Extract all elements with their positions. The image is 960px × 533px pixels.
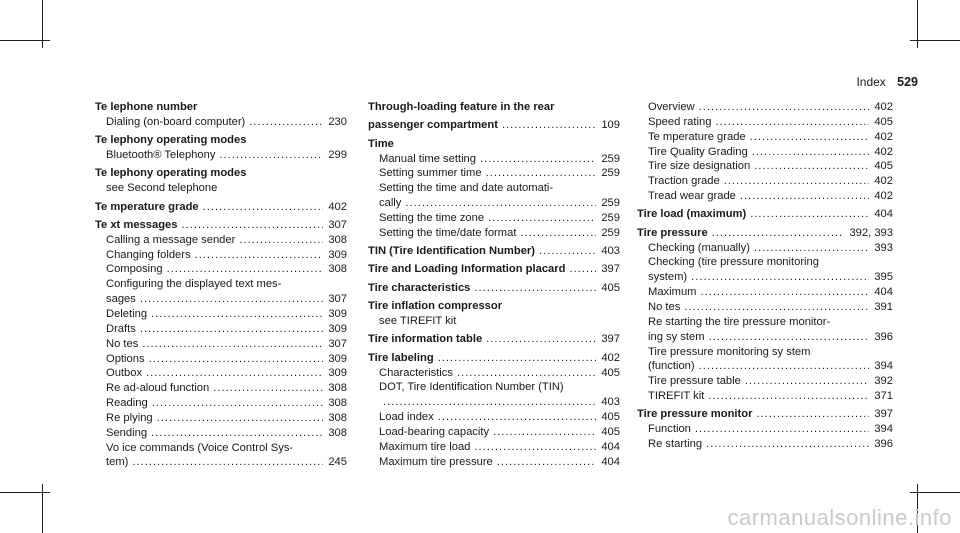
index-subentry: [368, 380, 620, 395]
dot-leader: [745, 374, 869, 389]
entry-text: Overview: [648, 101, 695, 113]
index-entry: [368, 100, 620, 115]
entry-text: Deleting: [106, 307, 148, 320]
entry-text: Setting the time zone: [379, 211, 485, 224]
page-reference: 397: [601, 333, 620, 346]
entry-text: Te mperature grade: [95, 200, 199, 213]
index-subentry: [637, 300, 893, 315]
index-subentry: [637, 389, 893, 404]
page-reference: 309: [328, 248, 347, 261]
entry-text: Te xt messages: [95, 218, 178, 231]
page-reference: 109: [601, 119, 620, 132]
entry-text: Tire information table: [368, 333, 483, 346]
index-entry: [368, 118, 620, 133]
entry-text: Sending: [106, 426, 148, 439]
index-subentry: [368, 410, 620, 425]
page-reference: 402: [601, 351, 620, 364]
index-entry: [368, 299, 620, 314]
dot-leader: [706, 437, 869, 452]
entry-text: Re starting the tire pressure monitor-: [648, 315, 831, 328]
index-entry: [368, 281, 620, 296]
page-reference: 402: [874, 145, 893, 158]
page-reference: 404: [874, 286, 893, 299]
entry-text: Outbox: [106, 367, 143, 380]
entry-text: Setting the time/date format: [379, 226, 517, 239]
dot-leader: [203, 200, 324, 215]
entry-text: Options: [106, 352, 145, 365]
page-number: 529: [897, 75, 918, 89]
entry-text: Through-loading feature in the rear: [368, 101, 555, 113]
dot-leader: [750, 130, 870, 145]
index-subentry: [637, 330, 893, 345]
index-subentry: [637, 255, 893, 270]
dot-leader: [142, 337, 323, 352]
dot-leader: [700, 285, 869, 300]
entry-text: Traction grade: [648, 175, 720, 188]
dot-leader: [486, 332, 596, 347]
dot-leader: [474, 281, 596, 296]
dot-leader: [438, 410, 597, 425]
index-subentry: [95, 441, 347, 456]
dot-leader: [480, 152, 596, 167]
index-subentry: [95, 366, 347, 381]
index-subentry: [637, 174, 893, 189]
index-subentry: [95, 248, 347, 263]
index-subentry: [637, 437, 893, 452]
page-reference: 307: [328, 337, 347, 350]
page-reference: 308: [328, 233, 347, 246]
entry-text: Maximum tire load: [379, 440, 471, 453]
page-reference: 396: [874, 438, 893, 451]
index-subentry: [637, 130, 893, 145]
entry-text: see TIREFIT kit: [379, 314, 457, 327]
page-reference: 394: [874, 360, 893, 373]
page-reference: 405: [601, 411, 620, 424]
page-reference: 402: [874, 101, 893, 113]
index-entry: [95, 166, 347, 181]
entry-text: Composing: [106, 263, 163, 276]
page-reference: 397: [601, 263, 620, 276]
index-subentry: [95, 411, 347, 426]
page-reference: 404: [601, 440, 620, 453]
index-subentry: [95, 426, 347, 441]
crop-mark: [0, 40, 50, 41]
dot-leader: [756, 407, 869, 422]
index-entry: [368, 262, 620, 277]
index-entry: [368, 137, 620, 152]
index-subentry: [637, 285, 893, 300]
index-subentry: [368, 395, 620, 410]
dot-leader: [167, 262, 324, 277]
index-subentry: [637, 422, 893, 437]
entry-text: ing sy stem: [648, 330, 705, 343]
page-reference: 308: [328, 382, 347, 395]
index-entry: [368, 351, 620, 366]
dot-leader: [684, 300, 869, 315]
page-reference: 308: [328, 397, 347, 410]
page-reference: 394: [874, 423, 893, 436]
entry-text: Configuring the displayed text mes-: [106, 278, 282, 291]
page-reference: 405: [874, 115, 893, 128]
index-subentry: [95, 322, 347, 337]
page-reference: 309: [328, 367, 347, 380]
page-reference: 259: [601, 226, 620, 239]
index-subentry: [95, 396, 347, 411]
index-subentry: [637, 270, 893, 285]
dot-leader: [520, 226, 596, 241]
dot-leader: [213, 381, 323, 396]
index-subentry: [95, 115, 347, 130]
page-reference: 391: [874, 300, 893, 313]
entry-text: (function): [648, 360, 695, 373]
watermark: carmanualsonline.info: [727, 505, 952, 530]
crop-mark: [0, 492, 50, 493]
index-entry: [637, 226, 893, 241]
dot-leader: [486, 166, 597, 181]
dot-leader: [724, 174, 870, 189]
index-subentry: [368, 181, 620, 196]
page-header: [856, 75, 918, 89]
index-subentry: [637, 159, 893, 174]
entry-text: Te lephony operating modes: [95, 167, 247, 180]
page-reference: 230: [328, 115, 347, 128]
page-reference: 393: [874, 241, 893, 254]
entry-text: Tire pressure: [637, 226, 708, 239]
index-column-2: [368, 100, 620, 469]
dot-leader: [709, 330, 870, 345]
index-subentry: [637, 315, 893, 330]
entry-text: Tire load (maximum): [637, 208, 747, 221]
entry-text: Drafts: [106, 322, 136, 335]
index-column-3: [637, 100, 893, 452]
dot-leader: [219, 148, 323, 163]
dot-leader: [149, 352, 324, 367]
crop-mark: [910, 492, 960, 493]
index-column-1: [95, 100, 347, 470]
entry-text: Checking (tire pressure monitoring: [648, 256, 819, 269]
page-reference: 396: [874, 330, 893, 343]
dot-leader: [239, 233, 323, 248]
dot-leader: [754, 241, 869, 256]
entry-text: Function: [648, 423, 691, 436]
entry-text: Re starting: [648, 438, 703, 451]
dot-leader: [405, 196, 596, 211]
page-reference: 307: [328, 218, 347, 231]
page-reference: 259: [601, 211, 620, 224]
index-subentry: [368, 314, 620, 329]
entry-text: Load index: [379, 411, 434, 424]
entry-text: Te mperature grade: [648, 130, 746, 143]
page-reference: 405: [874, 160, 893, 173]
dot-leader: [539, 244, 596, 259]
entry-text: Calling a message sender: [106, 233, 236, 246]
dot-leader: [438, 351, 597, 366]
dot-leader: [502, 118, 596, 133]
index-subentry: [368, 226, 620, 241]
index-subentry: [95, 233, 347, 248]
page-reference: 371: [874, 390, 893, 403]
dot-leader: [699, 100, 870, 115]
page-reference: 402: [874, 175, 893, 188]
entry-text: Tire characteristics: [368, 281, 471, 294]
entry-text: Vo ice commands (Voice Control Sys-: [106, 441, 294, 454]
entry-text: Tire and Loading Information placard: [368, 263, 566, 276]
index-subentry: [95, 337, 347, 352]
crop-mark: [910, 40, 960, 41]
page-reference: 397: [874, 408, 893, 421]
index-subentry: [368, 440, 620, 455]
entry-text: Te lephony operating modes: [95, 134, 247, 147]
index-subentry: [368, 211, 620, 226]
index-subentry: [637, 241, 893, 256]
dot-leader: [740, 189, 869, 204]
index-subentry: [637, 345, 893, 360]
page-reference: 309: [328, 322, 347, 335]
index-subentry: [637, 374, 893, 389]
page-reference: 402: [328, 200, 347, 213]
index-entry: [95, 218, 347, 233]
index-entry: [368, 332, 620, 347]
page-reference: 299: [328, 149, 347, 162]
entry-text: Tire Quality Grading: [648, 145, 748, 158]
index-entry: [95, 200, 347, 215]
index-entry: [368, 244, 620, 259]
dot-leader: [195, 248, 324, 263]
index-subentry: [637, 115, 893, 130]
dot-leader: [493, 425, 596, 440]
dot-leader: [474, 440, 596, 455]
entry-text: Re plying: [106, 411, 153, 424]
page-reference: 404: [874, 208, 893, 221]
entry-text: DOT, Tire Identification Number (TIN): [379, 381, 564, 394]
entry-text: TIREFIT kit: [648, 390, 705, 403]
page-reference: 405: [601, 366, 620, 379]
entry-text: Manual time setting: [379, 152, 477, 165]
dot-leader: [750, 207, 869, 222]
page-reference: 259: [601, 167, 620, 180]
index-subentry: [95, 277, 347, 292]
entry-text: Speed rating: [648, 115, 712, 128]
dot-leader: [712, 226, 845, 241]
index-entry: [637, 407, 893, 422]
entry-text: Changing folders: [106, 248, 191, 261]
dot-leader: [708, 389, 869, 404]
entry-text: Tire pressure table: [648, 375, 741, 388]
entry-text: system): [648, 271, 688, 284]
index-subentry: [368, 166, 620, 181]
entry-text: sages: [106, 293, 136, 306]
entry-text: Tire inflation compressor: [368, 300, 503, 313]
index-entry: [95, 100, 347, 115]
page-reference: 405: [601, 425, 620, 438]
dot-leader: [132, 455, 323, 470]
entry-text: Reading: [106, 397, 148, 410]
entry-text: tem): [106, 456, 129, 469]
entry-text: Tire labeling: [368, 351, 434, 364]
dot-leader: [754, 159, 869, 174]
index-subentry: [368, 196, 620, 211]
dot-leader: [140, 292, 323, 307]
dot-leader: [695, 422, 869, 437]
dot-leader: [691, 270, 869, 285]
dot-leader: [140, 322, 323, 337]
page-reference: 259: [601, 152, 620, 165]
page-reference: 308: [328, 426, 347, 439]
entry-text: Load-bearing capacity: [379, 425, 490, 438]
dot-leader: [715, 115, 869, 130]
page-reference: 259: [601, 197, 620, 210]
entry-text: Tire pressure monitoring sy stem: [648, 345, 811, 358]
entry-text: Setting the time and date automati-: [379, 182, 554, 195]
dot-leader: [457, 366, 596, 381]
dot-leader: [383, 395, 596, 410]
entry-text: Maximum tire pressure: [379, 455, 493, 468]
page-reference: 392: [874, 375, 893, 388]
entry-text: Tire pressure monitor: [637, 408, 753, 421]
page-reference: 403: [601, 245, 620, 258]
entry-text: Re ad-aloud function: [106, 382, 210, 395]
index-subentry: [95, 381, 347, 396]
index-subentry: [95, 352, 347, 367]
index-subentry: [368, 455, 620, 470]
index-subentry: [368, 366, 620, 381]
entry-text: Dialing (on-board computer): [106, 115, 246, 128]
entry-text: Bluetooth® Telephony: [106, 149, 216, 162]
entry-text: Checking (manually): [648, 241, 750, 254]
entry-text: Setting summer time: [379, 167, 482, 180]
section-title: Index: [856, 75, 886, 89]
dot-leader: [151, 426, 323, 441]
index-subentry: [368, 425, 620, 440]
page-reference: 307: [328, 293, 347, 306]
page-reference: 395: [874, 271, 893, 284]
index-subentry: [637, 100, 893, 115]
index-entry: [95, 133, 347, 148]
entry-text: Characteristics: [379, 366, 453, 379]
page-reference: 392, 393: [849, 226, 893, 239]
index-subentry: [637, 359, 893, 374]
entry-text: see Second telephone: [106, 182, 218, 195]
page-reference: 402: [874, 190, 893, 203]
dot-leader: [699, 359, 870, 374]
index-entry: [637, 207, 893, 222]
index-subentry: [95, 307, 347, 322]
entry-text: passenger compartment: [368, 119, 498, 132]
dot-leader: [752, 145, 870, 160]
index-subentry: [95, 262, 347, 277]
page-reference: 308: [328, 263, 347, 276]
dot-leader: [569, 262, 596, 277]
index-subentry: [637, 145, 893, 160]
dot-leader: [146, 366, 323, 381]
page-reference: 404: [601, 455, 620, 468]
page-reference: 309: [328, 352, 347, 365]
entry-text: TIN (Tire Identification Number): [368, 245, 535, 258]
entry-text: Te lephone number: [95, 101, 198, 113]
page-reference: 405: [601, 281, 620, 294]
entry-text: No tes: [106, 337, 139, 350]
entry-text: Time: [368, 137, 394, 150]
index-subentry: [95, 181, 347, 196]
entry-text: cally: [379, 197, 402, 210]
entry-text: Maximum: [648, 286, 697, 299]
entry-text: No tes: [648, 300, 681, 313]
page-reference: 402: [874, 130, 893, 143]
page-reference: 245: [328, 456, 347, 469]
index-subentry: [95, 292, 347, 307]
entry-text: Tire size designation: [648, 160, 751, 173]
dot-leader: [488, 211, 596, 226]
dot-leader: [182, 218, 324, 233]
dot-leader: [249, 115, 323, 130]
entry-text: Tread wear grade: [648, 190, 736, 203]
dot-leader: [152, 396, 324, 411]
index-subentry: [637, 189, 893, 204]
page-reference: 308: [328, 411, 347, 424]
dot-leader: [497, 455, 597, 470]
dot-leader: [151, 307, 323, 322]
index-subentry: [368, 152, 620, 167]
index-subentry: [95, 455, 347, 470]
page-reference: 403: [601, 396, 620, 409]
dot-leader: [157, 411, 324, 426]
index-subentry: [95, 148, 347, 163]
page-reference: 309: [328, 307, 347, 320]
